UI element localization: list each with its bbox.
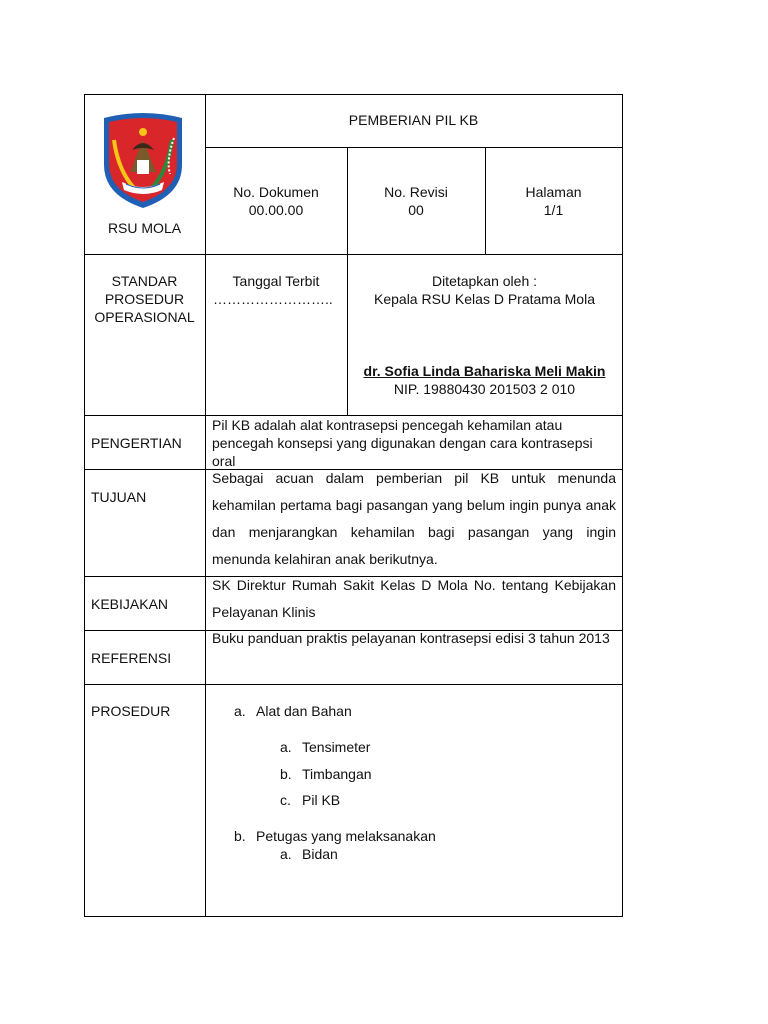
sop-line-3: OPERASIONAL: [94, 309, 195, 325]
list-marker: a.: [280, 739, 292, 755]
sop-line-2: PROSEDUR: [104, 291, 185, 307]
referensi-text: Buku panduan praktis pelayanan kontrasepsi edisi 3 tahun 2013: [212, 630, 610, 646]
kebijakan-text: SK Direktur Rumah Sakit Kelas D Mola No. tentang Kebijakan Pelayanan Klinis: [212, 577, 616, 620]
doc-number-value: 00.00.00: [248, 202, 304, 218]
list-marker: b.: [280, 766, 292, 782]
list-marker: b.: [234, 828, 246, 844]
prosedur-item-a: [234, 702, 352, 720]
list-item-text: Bidan: [302, 846, 338, 862]
prosedur-subitem: [280, 765, 372, 783]
list-marker: a.: [280, 846, 292, 862]
list-item-text: Pil KB: [302, 792, 341, 808]
pengertian-label: PENGERTIAN: [91, 435, 182, 451]
issue-date-label: Tanggal Terbit: [232, 273, 320, 289]
approved-by-position: Kepala RSU Kelas D Pratama Mola: [374, 291, 595, 307]
prosedur-subitem: [280, 738, 370, 756]
list-item-text: Timbangan: [302, 766, 372, 782]
issue-date-value: ……………………..: [213, 291, 333, 307]
page-label: Halaman: [525, 184, 582, 200]
page-value: 1/1: [543, 202, 564, 218]
sop-title: [84, 272, 205, 326]
list-marker: c.: [280, 792, 291, 808]
prosedur-subitem: [280, 845, 338, 863]
list-item-text: Petugas yang melaksanakan: [256, 828, 436, 844]
revision-label: No. Revisi: [384, 184, 448, 200]
tujuan-label: TUJUAN: [91, 489, 147, 505]
prosedur-label: PROSEDUR: [91, 703, 171, 719]
signatory-nip: NIP. 19880430 201503 2 010: [393, 381, 576, 397]
org-name: RSU MOLA: [107, 220, 182, 236]
sop-line-1: STANDAR: [111, 273, 178, 289]
signatory-name: dr. Sofia Linda Bahariska Meli Makin: [363, 363, 606, 379]
pengertian-text: Pil KB adalah alat kontrasepsi pencegah kehamilan atau pencegah konsepsi yang digunakan dengan cara kontrasepsi oral: [212, 417, 593, 469]
prosedur-item-b: [234, 827, 436, 845]
list-item-text: Alat dan Bahan: [256, 703, 352, 719]
revision-value: 00: [408, 202, 424, 218]
doc-number-label: No. Dokumen: [233, 184, 319, 200]
organization-logo: [100, 110, 186, 210]
referensi-label: REFERENSI: [91, 650, 172, 666]
tujuan-text: Sebagai acuan dalam pemberian pil KB untuk menunda kehamilan pertama bagi pasangan yang belum ingin punya anak dan menjarangkan kehamilan bagi pasangan yang ingin menunda kelahiran anak berikutnya.: [212, 470, 616, 567]
list-item-text: Tensimeter: [302, 739, 371, 755]
approved-by-label: Ditetapkan oleh :: [431, 273, 538, 289]
list-marker: a.: [234, 703, 246, 719]
prosedur-subitem: [280, 791, 340, 809]
kebijakan-label: KEBIJAKAN: [91, 596, 169, 612]
document-title: PEMBERIAN PIL KB: [348, 112, 479, 128]
emblem-shield-icon: [100, 110, 186, 210]
